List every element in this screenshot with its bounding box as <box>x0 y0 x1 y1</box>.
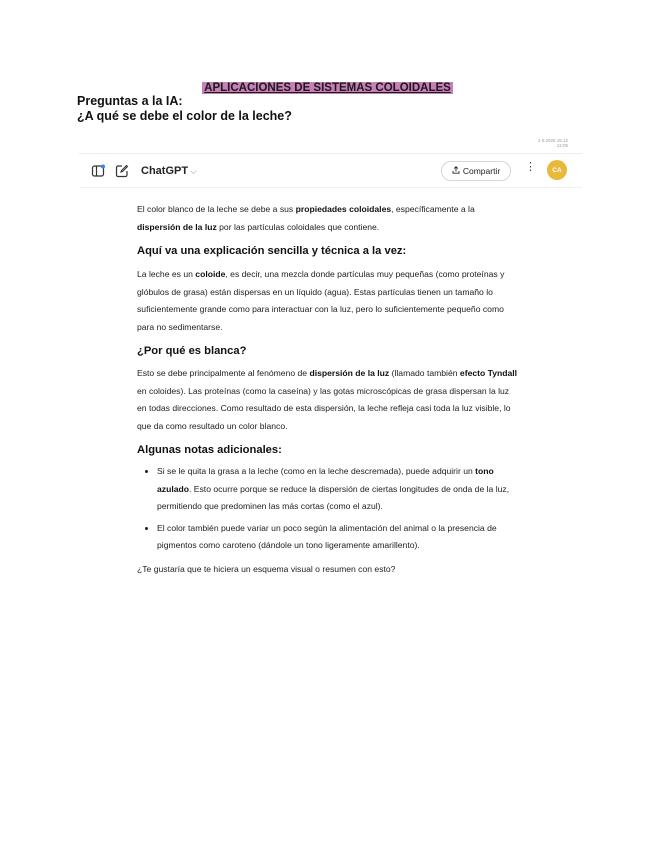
chatgpt-screenshot <box>79 138 582 598</box>
text: . Esto ocurre porque se reduce la dispersión de ciertas longitudes de onda de la luz, permitiendo que predominen las más cortas (como el azul). <box>157 483 510 511</box>
list-item <box>157 520 519 555</box>
text: , específicamente a la <box>391 204 475 214</box>
share-icon <box>452 166 460 176</box>
question-block <box>77 94 292 124</box>
document-title: APLICACIONES DE SISTEMAS COLOIDALES <box>204 82 451 94</box>
text: por las partículas coloidales que contiene. <box>216 221 380 232</box>
section-heading: ¿Por qué es blanca? <box>137 345 247 357</box>
paragraph <box>137 365 519 435</box>
text: La leche es un <box>137 269 196 279</box>
text: El color blanco de la leche se debe a sus <box>137 204 296 214</box>
app-name: ChatGPT <box>141 165 189 177</box>
text: Si se le quita la grasa a la leche (como en la leche descremada), puede adquirir un <box>157 466 476 476</box>
section-heading: Aquí va una explicación sencilla y técnica a la vez: <box>137 245 407 257</box>
sidebar-icon[interactable] <box>91 164 105 183</box>
assistant-message <box>137 201 519 578</box>
share-label: Compartir <box>462 166 501 176</box>
text: , es decir, una mezcla donde partículas muy pequeñas (como proteínas y glóbulos de grasa) están dispersas en un líquido (agua). Estas partículas tienen un tamaño lo suficientemente grande como para interactuar con la luz, pero lo suficientemente pequeño como para no sedimentarse. <box>137 269 505 332</box>
list-item <box>157 463 519 516</box>
screenshot-timestamp: 1 0 2025 15:12 12:05 <box>537 138 568 148</box>
new-chat-icon[interactable] <box>115 164 129 183</box>
bold-text: efecto Tyndall <box>459 368 518 378</box>
chevron-down-icon: ⌵ <box>190 166 197 176</box>
closing-question: ¿Te gustaría que te hiciera un esquema visual o resumen con esto? <box>137 563 396 574</box>
text: Esto se debe principalmente al fenómeno de <box>137 368 310 378</box>
divider <box>79 187 582 188</box>
prompt-label: Preguntas a la IA: <box>77 94 183 108</box>
bold-text: tono azulado <box>157 466 494 494</box>
chat-topbar <box>79 158 582 186</box>
text: (llamado también <box>389 368 460 378</box>
avatar[interactable]: CA <box>547 160 567 180</box>
share-button[interactable] <box>441 161 511 181</box>
divider <box>79 153 582 154</box>
model-selector[interactable] <box>141 165 197 177</box>
more-icon[interactable]: ⋮ <box>525 161 536 173</box>
bold-text: dispersión de la luz <box>137 221 217 232</box>
text: El color también puede variar un poco según la alimentación del animal o la presencia de pigmentos como caroteno (dándole un tono ligeramente amarillento). <box>157 522 497 550</box>
text: en coloides). Las proteínas (como la caseína) y las gotas microscópicas de grasa dispersan la luz en todas direcciones. Como resultado de esta dispersión, la leche refleja casi toda la luz visible, lo que da como resultado un color blanco. <box>137 385 511 431</box>
section-heading: Algunas notas adicionales: <box>137 444 282 456</box>
notes-list <box>137 463 519 555</box>
intro-paragraph <box>137 201 519 236</box>
bold-text: coloide <box>195 269 226 279</box>
question-text: ¿A qué se debe el color de la leche? <box>77 109 292 123</box>
bold-text: dispersión de la luz <box>309 368 390 378</box>
paragraph <box>137 266 519 336</box>
bold-text: propiedades coloidales <box>295 204 392 214</box>
